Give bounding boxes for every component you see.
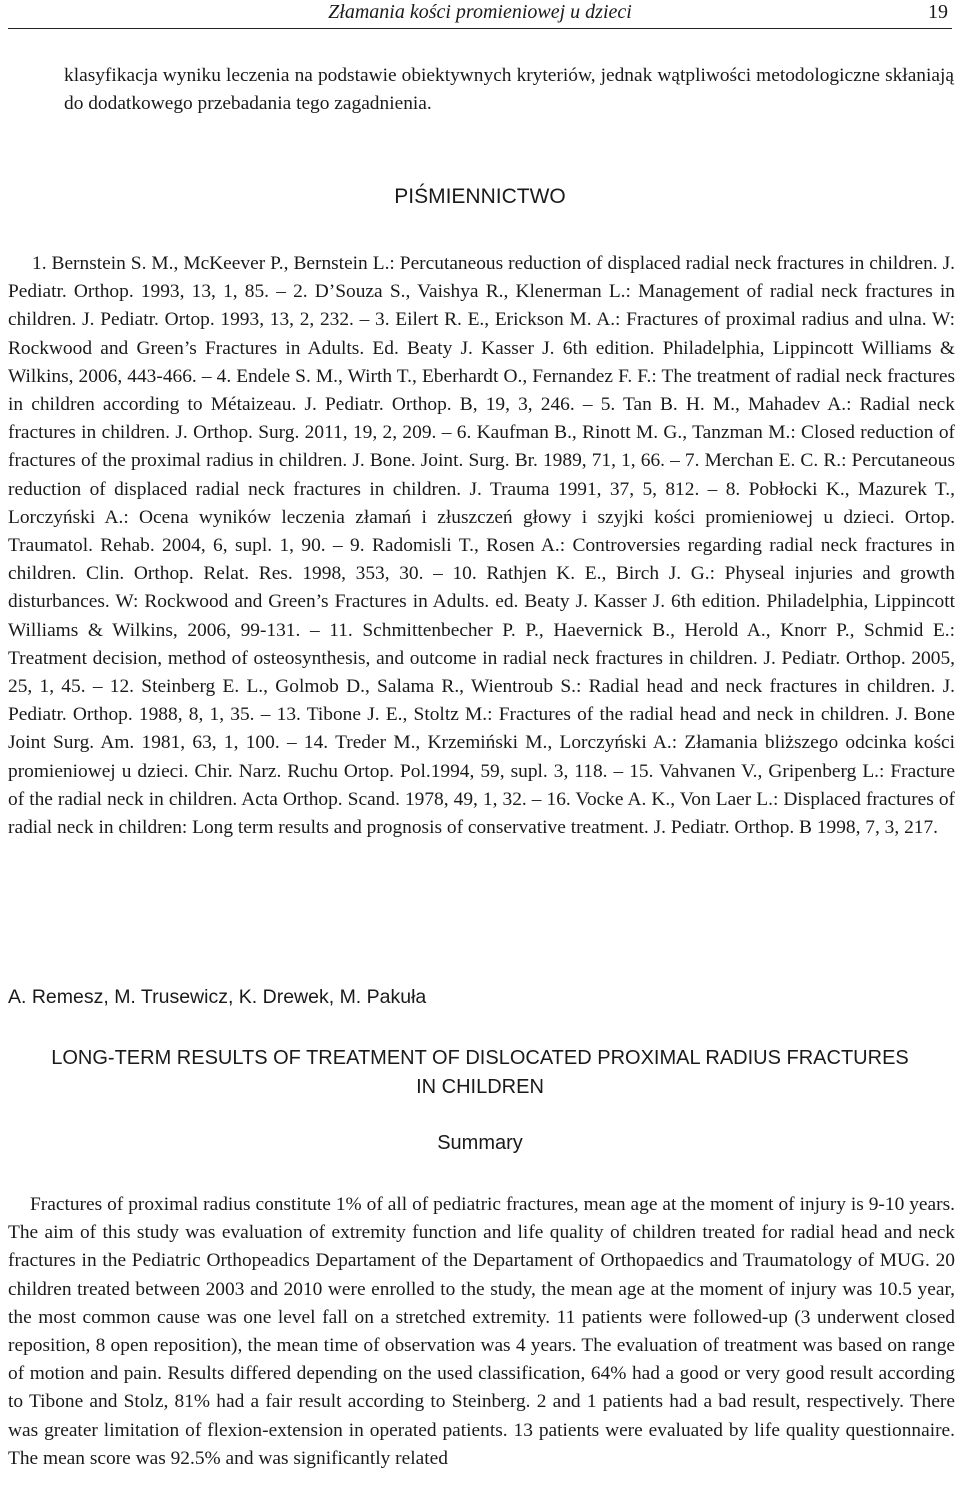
summary-heading: Summary: [437, 1132, 523, 1154]
references-heading: PIŚMIENNICTWO: [394, 185, 566, 208]
intro-paragraph: klasyfikacja wyniku leczenia na podstawie obiektywnych kryteriów, jednak wątpliwości metodologiczne skłaniają do dodatkowego przebadania tego zagadnienia.: [64, 65, 954, 115]
page-number: 19: [928, 1, 948, 23]
article-title-line-2: IN CHILDREN: [416, 1076, 544, 1098]
article-title-line-1: LONG-TERM RESULTS OF TREATMENT OF DISLOCATED PROXIMAL RADIUS FRACTURES: [51, 1047, 909, 1069]
article-title: [0, 1044, 960, 1102]
references-list: 1. Bernstein S. M., McKeever P., Bernstein L.: Percutaneous reduction of displaced radial neck fractures in children. J. Pediatr. Orthop. 1993, 13, 1, 85. – 2. D’Souza S., Vaishya R., Klenerman L.: Management of radial neck fractures in children. J. Pediatr. Ortop. 1993, 13, 2, 232. – 3. Eilert R. E., Erickson M. A.: Fractures of proximal radius and ulna. W: Rockwood and Green’s Fractures in Adults. Ed. Beaty J. Kasser J. 6th edition. Philadelphia, Lippincott Williams & Wilkins, 2006, 443-466. – 4. Endele S. M., Wirth T., Eberhardt O., Fernandez F. F.: The treatment of radial neck fractures in children according to Métaizeau. J. Pediatr. Orthop. B, 19, 3, 246. – 5. Tan B. H. M., Mahadev A.: Radial neck fractures in children. J. Orthop. Surg. 2011, 19, 2, 209. – 6. Kaufman B., Rinott M. G., Tanzman M.: Closed reduction of fractures of the proximal radius in children. J. Bone. Joint. Surg. Br. 1989, 71, 1, 66. – 7. Merchan E. C. R.: Percutaneous reduction of displaced radial neck fractures in children. J. Trauma 1991, 37, 5, 812. – 8. Pobłocki K., Mazurek T., Lorczyński A.: Ocena wyników leczenia złamań i złuszczeń głowy i szyjki kości promieniowej u dzieci. Ortop. Traumatol. Rehab. 2004, 6, supl. 1, 90. – 9. Radomisli T., Rosen A.: Controversies regarding radial neck fractures in children. Clin. Orthop. Relat. Res. 1998, 353, 30. – 10. Rathjen K. E., Birch J. G.: Physeal injuries and growth disturbances. W: Rockwood and Green’s Fractures in Adults. ed. Beaty J. Kasser J. 6th edition. Philadelphia, Lippincott Williams & Wilkins, 2006, 99-131. – 11. Schmittenbecher P. P., Haevernick B., Herold A., Knorr P., Schmid E.: Treatment decision, method of osteosynthesis, and outcome in radial neck fractures in children. J. Pediatr. Orthop. 2005, 25, 1, 45. – 12. Steinberg E. L., Golmob D., Salama R., Wientroub S.: Radial head and neck fractures in children. J. Pediatr. Orthop. 1988, 8, 1, 35. – 13. Tibone J. E., Stoltz M.: Fractures of the radial head and neck in children. J. Bone Joint Surg. Am. 1981, 63, 1, 100. – 14. Treder M., Krzemiński M., Lorczyński A.: Złamania bliższego odcinka kości promieniowej u dzieci. Chir. Narz. Ruchu Ortop. Pol.1994, 59, supl. 3, 118. – 15. Vahvanen V., Gripenberg L.: Fracture of the radial neck in children. Acta Orthop. Scand. 1978, 49, 1, 32. – 16. Vocke A. K., Von Laer L.: Displaced fractures of radial neck in children: Long term results and prognosis of conservative treatment. J. Pediatr. Orthop. B 1998, 7, 3, 217.: [8, 253, 955, 839]
article-authors: A. Remesz, M. Trusewicz, K. Drewek, M. Pakuła: [8, 986, 427, 1008]
running-header: [8, 0, 952, 29]
summary-paragraph: Fractures of proximal radius constitute 1% of all of pediatric fractures, mean age at the moment of injury is 9-10 years. The aim of this study was evaluation of extremity function and life quality of children treated for radial head and neck fractures in the Pediatric Orthopeadics Departament of the Departament of Orthopaedics and Traumatology of MUG. 20 children treated between 2003 and 2010 were enrolled to the study, the mean age at the moment of injury was 10.5 year, the most common cause was one level fall on a stretched extremity. 11 patients were followed-up (3 underwent closed reposition, 8 open reposition), the mean time of observation was 4 years. The evaluation of treatment was based on range of motion and pain. Results differed depending on the used classification, 64% had a good or very good result according to Tibone and Stolz, 81% had a fair result according to Steinberg. 2 and 1 patients had a bad result, respectively. There was greater limitation of flexion-extension in operated patients. 13 patients were evaluated by life quality questionnaire. The mean score was 92.5% and was significantly related: [8, 1194, 955, 1469]
running-title: Złamania kości promieniowej u dzieci: [328, 1, 632, 23]
